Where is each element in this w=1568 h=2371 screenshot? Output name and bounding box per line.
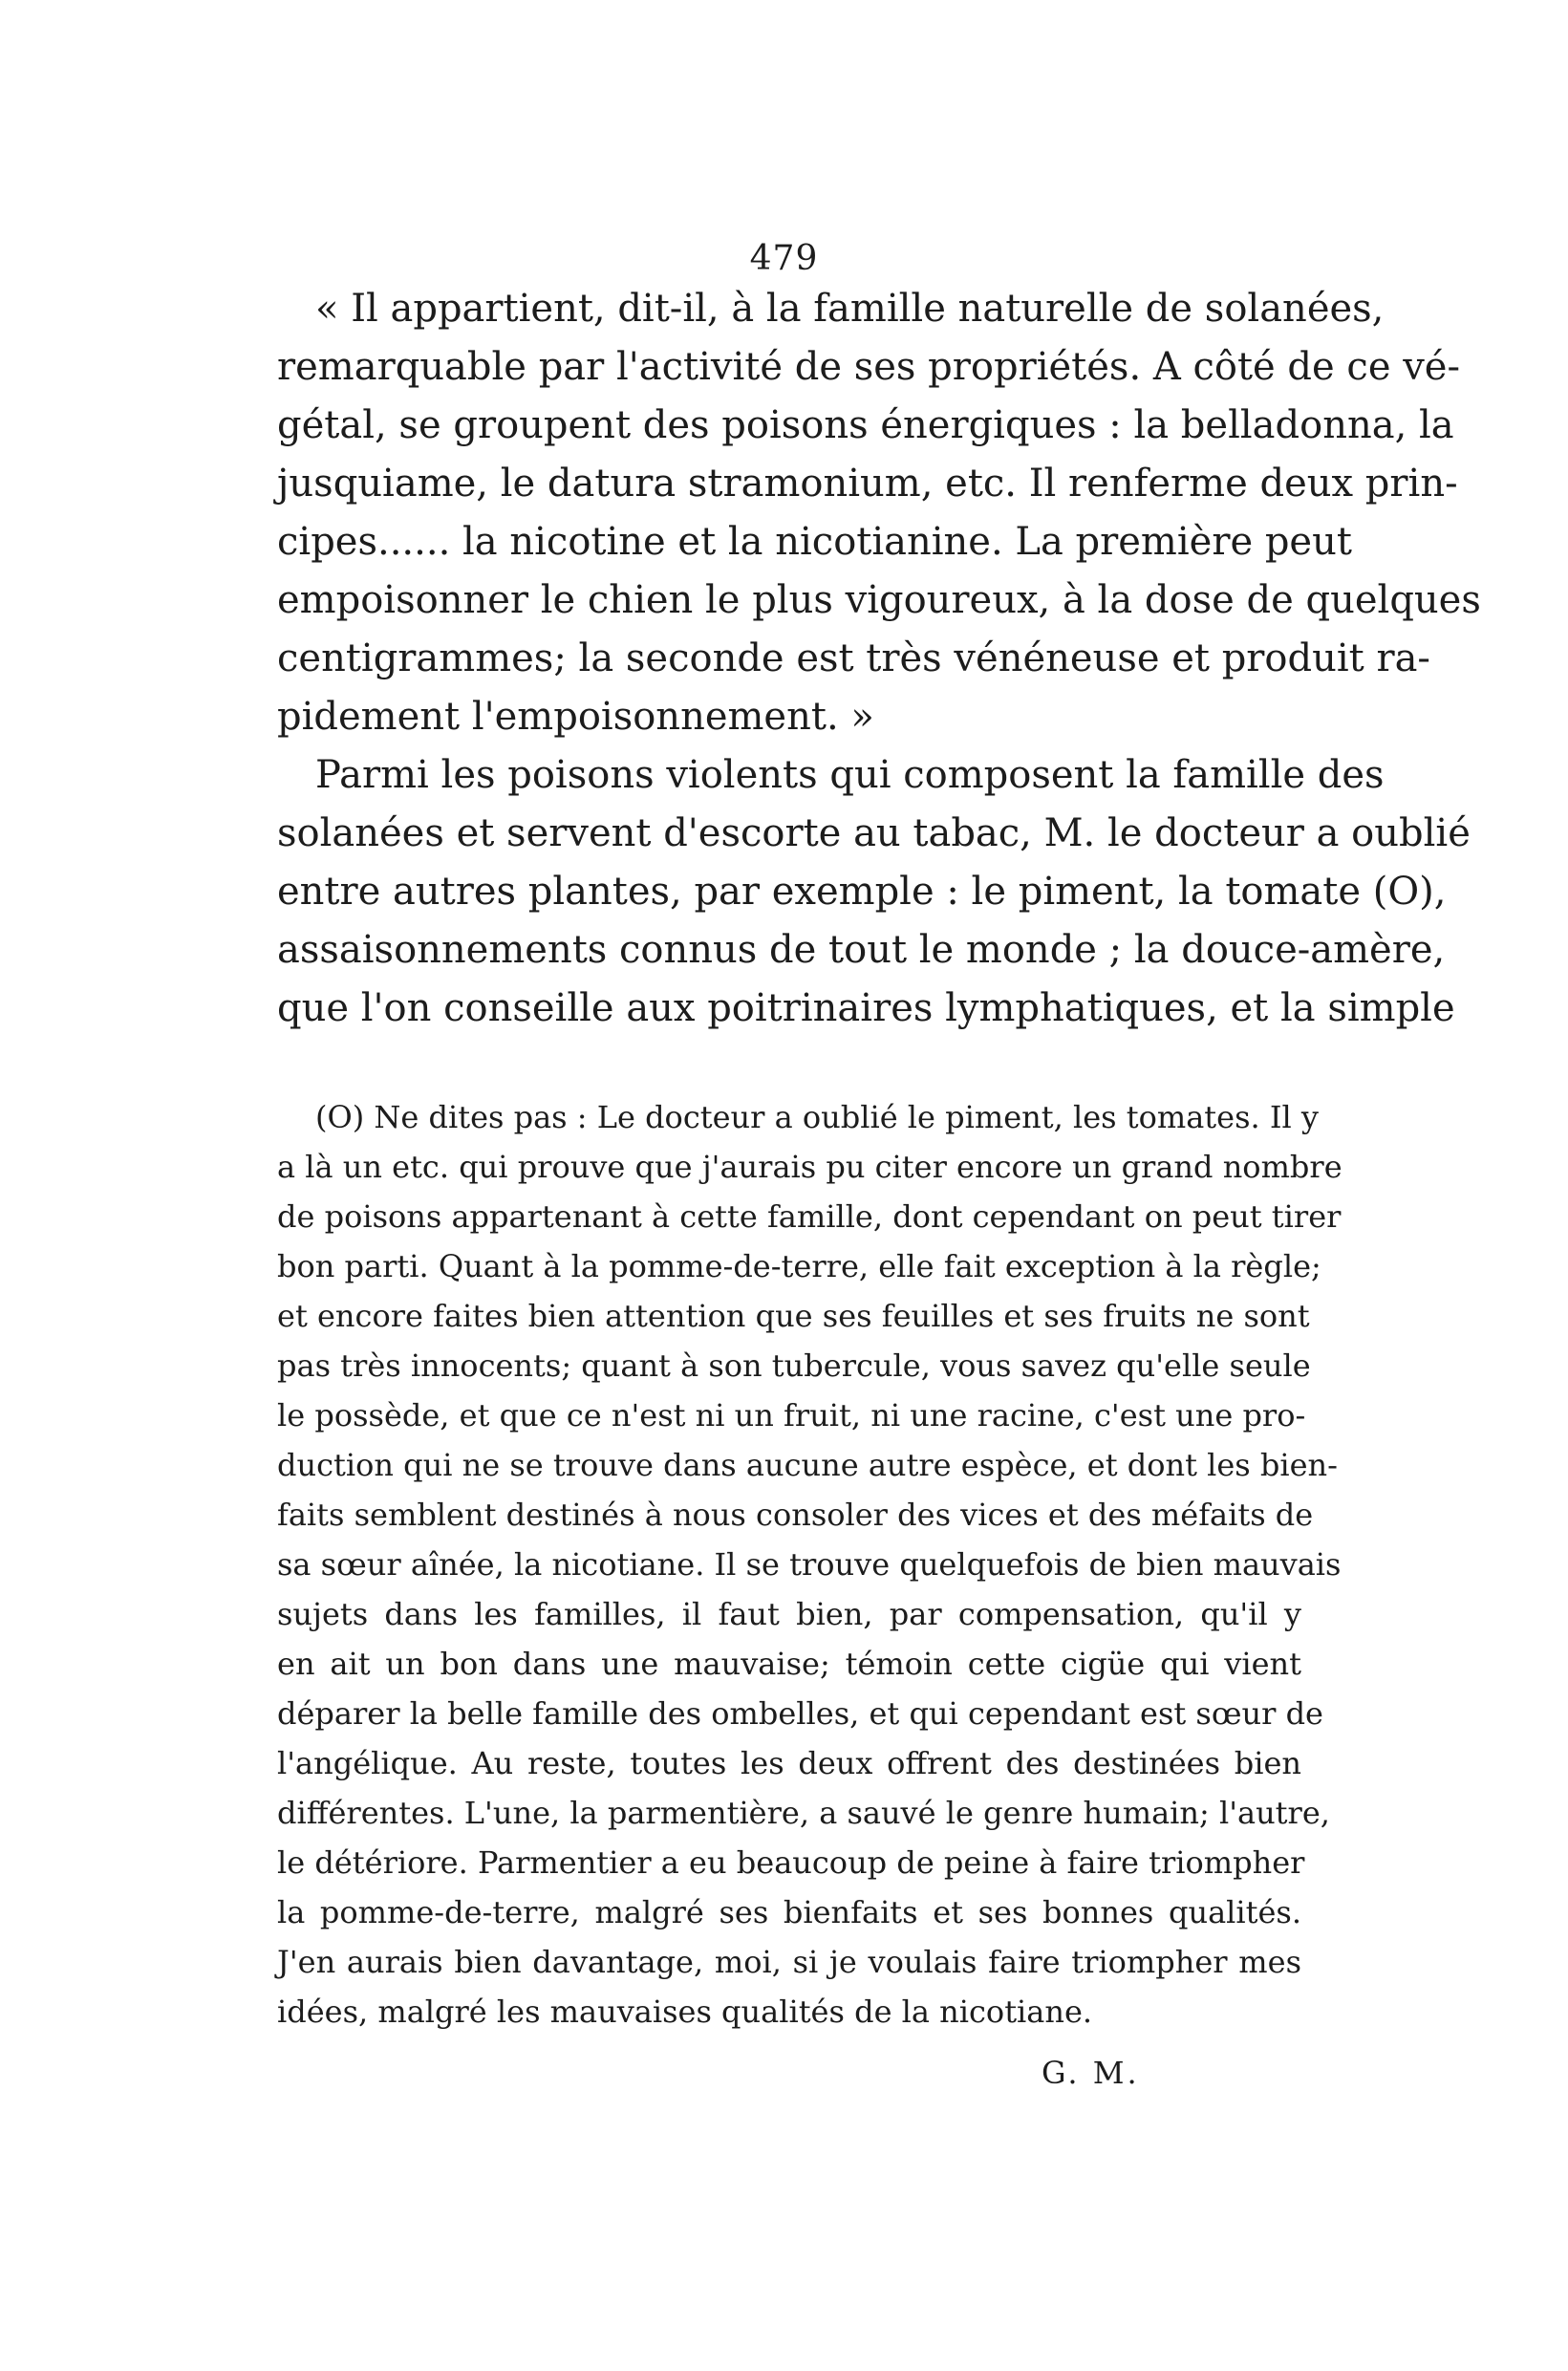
footnote-line: a là un etc. qui prouve que j'aurais pu citer encore un grand nombre <box>277 1149 1342 1185</box>
body-line: gétal, se groupent des poisons énergiques : la belladonna, la <box>277 403 1454 447</box>
body-line: pidement l'empoisonnement. » <box>277 695 874 739</box>
body-line: jusquiame, le datura stramonium, etc. Il renferme deux prin- <box>277 462 1458 506</box>
footnote-line: déparer la belle famille des ombelles, et qui cependant est sœur de <box>277 1695 1323 1732</box>
body-line: empoisonner le chien le plus vigoureux, à la dose de quelques <box>277 578 1481 622</box>
footnote-line: l'angélique. Au reste, toutes les deux offrent des destinées bien <box>277 1745 1301 1781</box>
body-line: entre autres plantes, par exemple : le piment, la tomate (O), <box>277 870 1447 914</box>
footnote-line: sujets dans les familles, il faut bien, par compensation, qu'il y <box>277 1596 1301 1632</box>
footnote-line: bon parti. Quant à la pomme-de-terre, elle fait exception à la règle; <box>277 1248 1321 1284</box>
footnote-line: J'en aurais bien davantage, moi, si je voulais faire triompher mes <box>277 1944 1301 1980</box>
body-line: que l'on conseille aux poitrinaires lymphatiques, et la simple <box>277 986 1455 1030</box>
footnote-line: le détériore. Parmentier a eu beaucoup de peine à faire triompher <box>277 1844 1305 1881</box>
footnote-line: de poisons appartenant à cette famille, dont cependant on peut tirer <box>277 1198 1342 1235</box>
body-line: remarquable par l'activité de ses propriétés. A côté de ce vé- <box>277 345 1460 389</box>
footnote-line: le possède, et que ce n'est ni un fruit, ni une racine, c'est une pro- <box>277 1397 1306 1433</box>
body-line: Parmi les poisons violents qui composent la famille des <box>315 753 1385 797</box>
footnote-line: duction qui ne se trouve dans aucune autre espèce, et dont les bien- <box>277 1447 1338 1483</box>
body-line: centigrammes; la seconde est très vénéneuse et produit ra- <box>277 636 1430 680</box>
footnote-line: en ait un bon dans une mauvaise; témoin cette cigüe qui vient <box>277 1646 1301 1682</box>
footnote-line: pas très innocents; quant à son tubercule, vous savez qu'elle seule <box>277 1347 1311 1384</box>
body-line: assaisonnements connus de tout le monde ; la douce-amère, <box>277 928 1446 972</box>
footnote-line: idées, malgré les mauvaises qualités de la nicotiane. <box>277 1994 1093 2030</box>
page-number: 479 <box>749 239 819 278</box>
body-line: cipes...... la nicotine et la nicotianine. La première peut <box>277 520 1352 564</box>
footnote-line: différentes. L'une, la parmentière, a sauvé le genre humain; l'autre, <box>277 1795 1330 1831</box>
body-line: solanées et servent d'escorte au tabac, M. le docteur a oublié <box>277 811 1471 855</box>
signature: G. M. <box>1042 2055 1140 2091</box>
footnote-line: la pomme-de-terre, malgré ses bienfaits et ses bonnes qualités. <box>277 1894 1301 1930</box>
footnote-line: sa sœur aînée, la nicotiane. Il se trouve quelquefois de bien mauvais <box>277 1546 1342 1583</box>
body-line: « Il appartient, dit-il, à la famille naturelle de solanées, <box>315 287 1385 331</box>
footnote-line: et encore faites bien attention que ses feuilles et ses fruits ne sont <box>277 1298 1310 1334</box>
footnote-line: (O) Ne dites pas : Le docteur a oublié le piment, les tomates. Il y <box>315 1099 1319 1135</box>
footnote-line: faits semblent destinés à nous consoler des vices et des méfaits de <box>277 1497 1314 1533</box>
